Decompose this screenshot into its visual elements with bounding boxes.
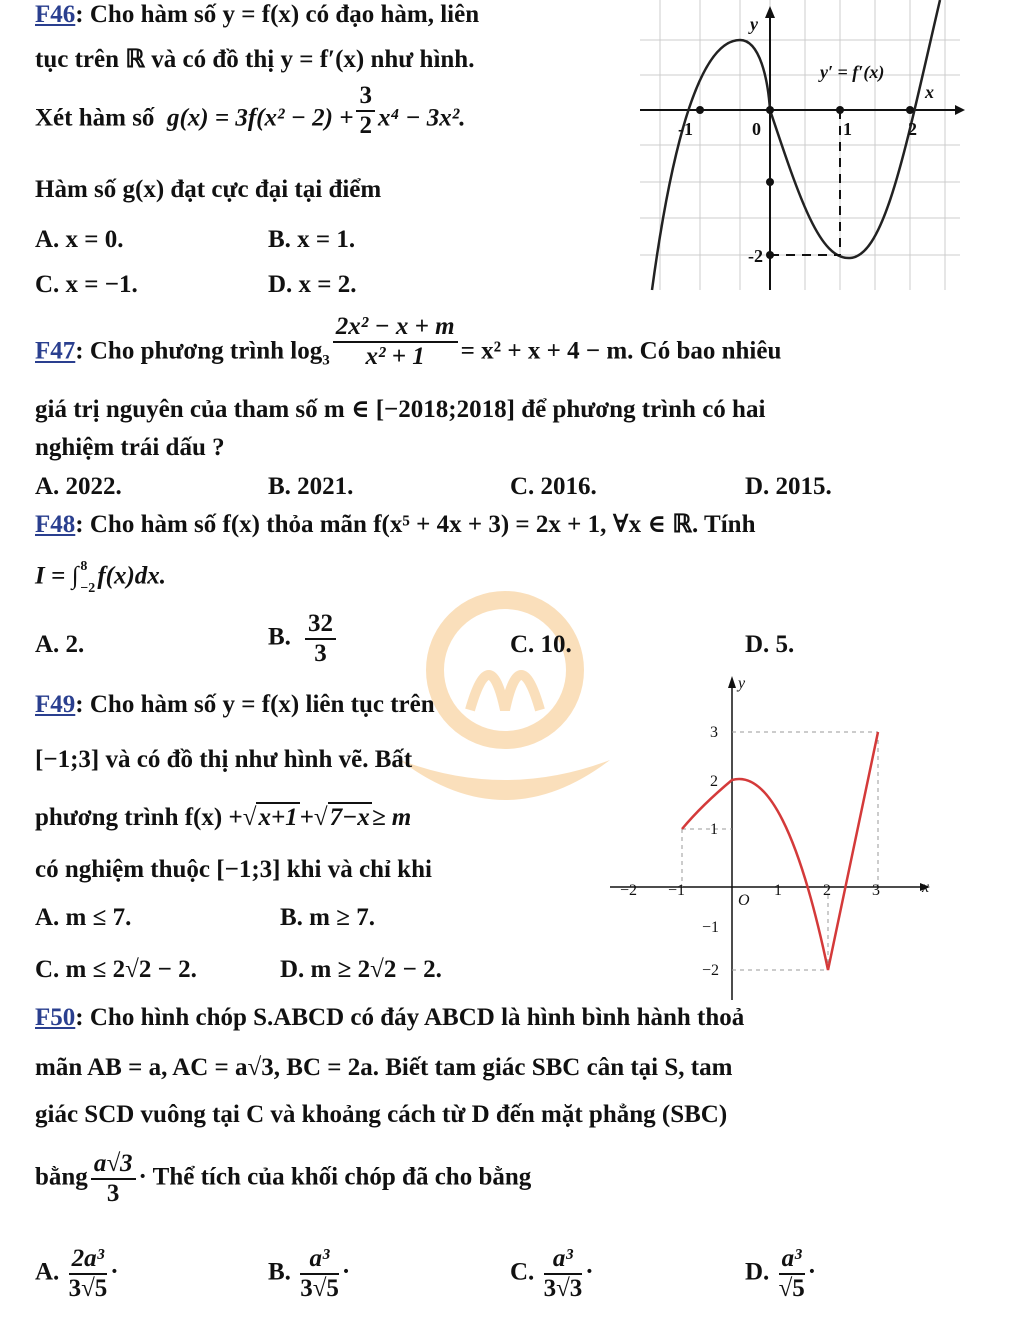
q50-answer-b[interactable]: B. $\frac{\text{a³}}{3√5}$ · [268, 1245, 351, 1302]
q49-line4: có nghiệm thuộc [−1;3] khi và chỉ khi [35, 856, 432, 883]
q46-tick: 0 [752, 119, 761, 139]
q48-label: F48 [35, 511, 76, 538]
q46-point [906, 106, 914, 114]
q46-point [766, 106, 774, 114]
q49-answer-d[interactable]: D. m ≥ 2√2 − 2. [280, 956, 442, 983]
q49-xtick: 2 [823, 882, 831, 899]
q46-line4: Hàm số g(x) đạt cực đại tại điểm [35, 176, 382, 203]
q46-label: F46 [35, 1, 76, 28]
q50-line4: bằng $\frac{a√3}{3}$ · Thể tích của khối chóp đã cho bằng [35, 1150, 532, 1207]
q50-answer-a[interactable]: A. $\frac{\text{2a³}}{3√5}$ · [35, 1245, 119, 1302]
q49-line1: F49: Cho hàm số y = f(x) liên tục trên [35, 691, 435, 718]
q49-line2: [−1;3] và có đồ thị như hình vẽ. Bất [35, 746, 413, 773]
q49-answer-b[interactable]: B. m ≥ 7. [280, 904, 375, 931]
q47-answer-c[interactable]: C. 2016. [510, 473, 597, 500]
q49-answer-c[interactable]: C. m ≤ 2√2 − 2. [35, 956, 197, 983]
q49-answer-a[interactable]: A. m ≤ 7. [35, 904, 132, 931]
q49-line3: phương trình f(x) +√x+1+√7−x≥ m [35, 804, 412, 831]
q46-point [696, 106, 704, 114]
q50-answer-c[interactable]: C. $\frac{\text{a³}}{3√3}$ · [510, 1245, 594, 1302]
q48-answer-c[interactable]: C. 10. [510, 631, 572, 658]
q46-point [766, 251, 774, 259]
q48-answer-a[interactable]: A. 2. [35, 631, 85, 658]
q50-label: F50 [35, 1004, 76, 1031]
q50-line3: giác SCD vuông tại C và khoảng cách từ D đến mặt phẳng (SBC) [35, 1101, 728, 1128]
q49-ytick: −2 [702, 962, 720, 979]
q49-ytick: 2 [710, 773, 718, 790]
q46-curve-label: y′ = f′(x) [820, 62, 885, 82]
q49-function-graph [610, 670, 940, 1000]
q47-line2: giá trị nguyên của tham số m ∈ [−2018;2018] để phương trình có hai [35, 396, 766, 423]
q49-ytick: 3 [710, 724, 718, 741]
q50-answer-d[interactable]: D. $\frac{\text{a³}}{√5}$ · [745, 1245, 817, 1302]
q46-ylabel: y [750, 14, 758, 34]
q46-y-arrow [765, 6, 775, 18]
q46-grid [640, 0, 960, 290]
q49-ytick: −1 [702, 919, 720, 936]
q46-x-arrow [955, 105, 965, 115]
q49-xtick: −1 [668, 882, 686, 899]
q46-derivative-graph [640, 0, 970, 295]
q46-answer-c[interactable]: C. x = −1. [35, 271, 138, 298]
q47-line3: nghiệm trái dấu ? [35, 434, 225, 461]
q46-line1: F46: Cho hàm số y = f(x) có đạo hàm, liên [35, 1, 480, 28]
q47-answer-a[interactable]: A. 2022. [35, 473, 122, 500]
q47-line1: F47: Cho phương trình $\log_3$ $\frac{\text{2x² − x + m}}{\text{x² + 1}}$ = x² + x + 4 − m. Có bao nhiêu [35, 313, 782, 370]
q46-tick: 1 [843, 119, 852, 139]
q49-xlabel: x [922, 879, 930, 896]
q46-answer-b[interactable]: B. x = 1. [268, 226, 356, 253]
q47-answer-d[interactable]: D. 2015. [745, 473, 832, 500]
q46-tick: -2 [748, 246, 763, 266]
q46-xlabel: x [925, 82, 934, 102]
q48-answer-d[interactable]: D. 5. [745, 631, 795, 658]
q48-answer-b[interactable]: B. $\frac{32}{3}$ [268, 610, 339, 668]
q46-point [766, 178, 774, 186]
q50-line1: F50: Cho hình chóp S.ABCD có đáy ABCD là hình bình hành thoả [35, 1004, 745, 1031]
q49-xtick: −2 [620, 882, 638, 899]
q46-line2: tục trên ℝ và có đồ thị y = f′(x) như hình. [35, 46, 475, 73]
q48-line2: I = ∫ 8 −2 f(x)dx. [35, 559, 167, 596]
q48-line1: F48: Cho hàm số f(x) thỏa mãn f(x⁵ + 4x + 3) = 2x + 1, ∀x ∈ ℝ. Tính [35, 511, 756, 538]
q46-point [836, 106, 844, 114]
q47-answer-b[interactable]: B. 2021. [268, 473, 354, 500]
q47-label: F47 [35, 337, 76, 365]
q50-line2: mãn AB = a, AC = a√3, BC = 2a. Biết tam giác SBC cân tại S, tam [35, 1054, 733, 1081]
q46-tick: 2 [908, 119, 917, 139]
q46-tick: -1 [678, 119, 693, 139]
q46-answer-a[interactable]: A. x = 0. [35, 226, 124, 253]
q46-answer-d[interactable]: D. x = 2. [268, 271, 357, 298]
q49-xtick: 3 [872, 882, 880, 899]
q49-ylabel: y [738, 675, 746, 692]
q46-line3: Xét hàm số g(x) = 3f(x² − 2) + $\frac{3}{2}$ x⁴ − 3x². [35, 82, 466, 139]
q49-origin: O [738, 892, 750, 909]
q49-ytick: 1 [710, 821, 718, 838]
q49-label: F49 [35, 691, 76, 718]
q49-xtick: 1 [774, 882, 782, 899]
q49-y-arrow [728, 676, 736, 688]
